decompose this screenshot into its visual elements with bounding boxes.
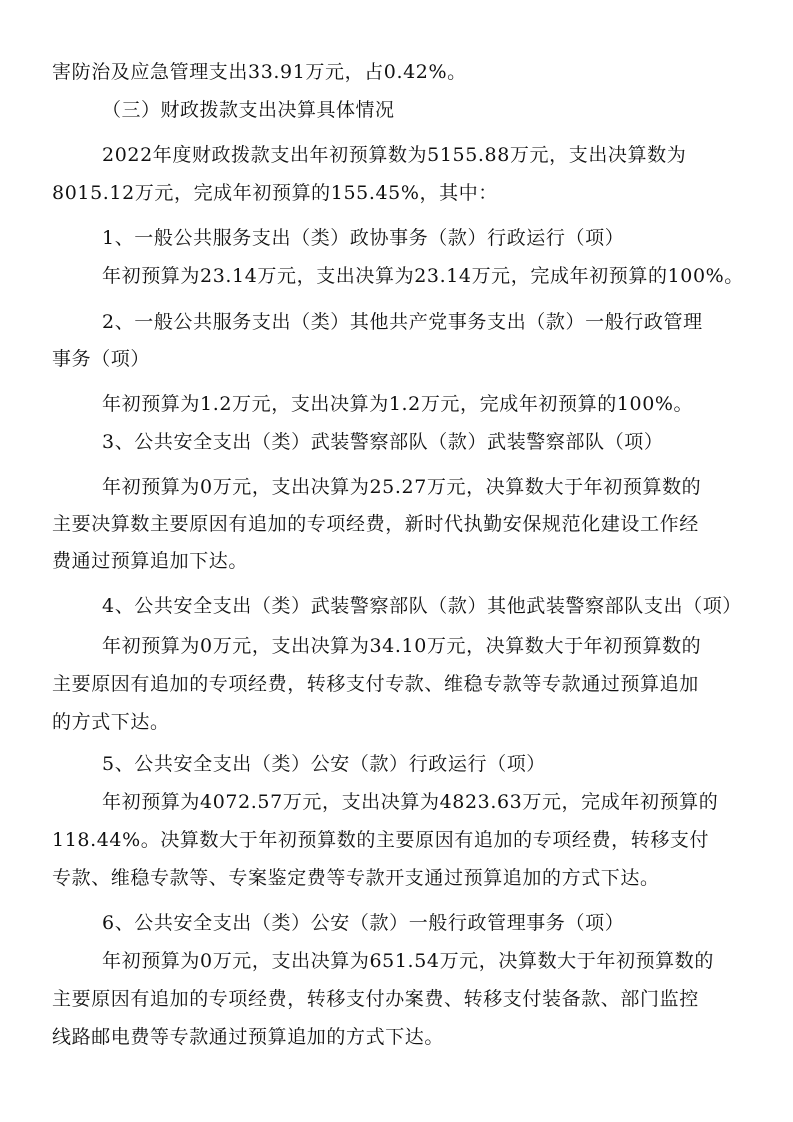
text-line: 的方式下达。 bbox=[52, 711, 170, 733]
text-line: 年初预算为0万元，支出决算为34.10万元，决算数大于年初预算数的 bbox=[102, 635, 702, 657]
section-heading: （三）财政拨款支出决算具体情况 bbox=[102, 99, 395, 121]
item-heading: 6、公共安全支出（类）公安（款）一般行政管理事务（项） bbox=[102, 912, 625, 934]
text-line: 年初预算为0万元，支出决算为651.54万元，决算数大于年初预算数的 bbox=[102, 950, 714, 972]
text-line: 费通过预算追加下达。 bbox=[52, 550, 249, 572]
text-line: 主要决算数主要原因有追加的专项经费，新时代执勤安保规范化建设工作经 bbox=[52, 513, 699, 535]
text-line: 主要原因有追加的专项经费，转移支付办案费、转移支付装备款、部门监控 bbox=[52, 988, 699, 1010]
text-line: 8015.12万元，完成年初预算的155.45%，其中： bbox=[52, 182, 498, 204]
item-heading: 5、公共安全支出（类）公安（款）行政运行（项） bbox=[102, 753, 546, 775]
text-line: 年初预算为23.14万元，支出决算为23.14万元，完成年初预算的100%。 bbox=[102, 265, 744, 287]
text-line: 线路邮电费等专款通过预算追加的方式下达。 bbox=[52, 1026, 445, 1048]
text-line: 年初预算为4072.57万元，支出决算为4823.63万元，完成年初预算的 bbox=[102, 791, 719, 813]
text-line: 118.44%。决算数大于年初预算数的主要原因有追加的专项经费，转移支付 bbox=[52, 829, 710, 851]
item-heading-continued: 事务（项） bbox=[52, 348, 151, 370]
text-line: 年初预算为0万元，支出决算为25.27万元，决算数大于年初预算数的 bbox=[102, 476, 702, 498]
text-line: 年初预算为1.2万元，支出决算为1.2万元，完成年初预算的100%。 bbox=[102, 393, 694, 415]
item-heading: 2、一般公共服务支出（类）其他共产党事务支出（款）一般行政管理 bbox=[102, 311, 703, 333]
item-heading: 4、公共安全支出（类）武装警察部队（款）其他武装警察部队支出（项） bbox=[102, 595, 742, 617]
text-line: 害防治及应急管理支出33.91万元，占0.42%。 bbox=[52, 61, 467, 83]
item-heading: 3、公共安全支出（类）武装警察部队（款）武装警察部队（项） bbox=[102, 431, 664, 453]
item-heading: 1、一般公共服务支出（类）政协事务（款）行政运行（项） bbox=[102, 227, 625, 249]
text-line: 主要原因有追加的专项经费，转移支付专款、维稳专款等专款通过预算追加 bbox=[52, 673, 699, 695]
text-line: 专款、维稳专款等、专案鉴定费等专款开支通过预算追加的方式下达。 bbox=[52, 867, 660, 889]
text-line: 2022年度财政拨款支出年初预算数为5155.88万元，支出决算数为 bbox=[102, 144, 687, 166]
